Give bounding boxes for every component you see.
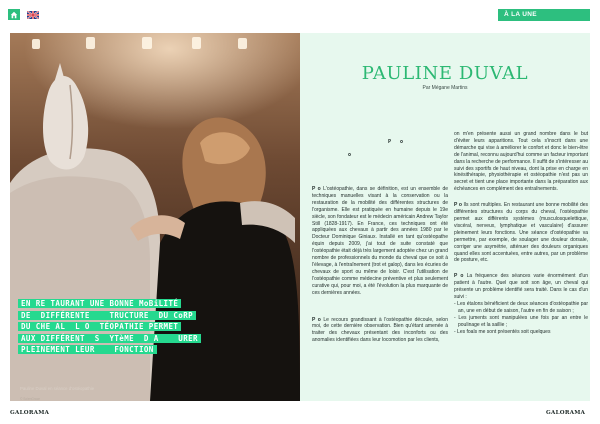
list-item: - Les juments sont manipulées une fois par an entre le poulinage et la saillie ; xyxy=(454,314,588,328)
photo-credit: © SolenGrace xyxy=(20,397,41,401)
paragraph-text: on m'en présente aussi un grand nombre dans le but d'éviter leurs apparitions. Tout cela s'inscrit dans une démarche qui vise à améliorer le confort et donc le bien-être de l'animal, reconnu aujourd'hui comme un facteur important dans la recherche de performance. Il suffit de s'intéresser au suivi des sportifs de haut niveau, dont la prise en charge en kinésithérapie, physiothérapie et ostéopathie n'est pas un secret et tient une place importante dans la préparation aux échéances en complément des entraînements. xyxy=(454,131,588,193)
pull-quote-line: AUX DIFFÉRENT S YTèME D A URER xyxy=(18,334,218,345)
article-byline: Par Mégane Martins xyxy=(422,85,468,91)
article-column-2 xyxy=(454,131,588,335)
top-bar xyxy=(0,0,600,26)
section-marker: o xyxy=(348,152,352,158)
paragraph-text: La fréquence des séances varie énormément d'un patient à l'autre. Quel que soit son âge, un cheval qui présente un problème identifié sera traité. Dans le cas d'un suivi : xyxy=(454,273,588,301)
list-item: - Les étalons bénéficient de deux séances d'ostéopathie par an, une en début de saison, l'autre en fin de saison ; xyxy=(454,300,588,314)
home-icon[interactable] xyxy=(8,9,20,20)
photo-caption: Pauline Duval en séance d'ostéopathie xyxy=(20,386,95,391)
pull-quote xyxy=(18,299,218,357)
paragraph xyxy=(312,317,448,345)
paragraph-lead: P o xyxy=(454,202,462,209)
footer-logo-left: GALORAMA xyxy=(10,410,50,416)
pull-quote-line: PLEINEMENT LEUR FONCTION xyxy=(18,345,218,356)
pull-quote-line: DU CHE AL L O TÉOPATHIE PERMET xyxy=(18,322,218,333)
footer-logo-right: GALORAMA xyxy=(546,410,586,416)
paragraph xyxy=(454,202,588,264)
paragraph xyxy=(454,131,588,193)
paragraph xyxy=(312,186,448,297)
pull-quote-line: EN RE TAURANT UNE BONNE MoBiLITÉ xyxy=(18,299,218,310)
article-title: PAULINE DUVAL xyxy=(361,63,529,84)
section-tab-a-la-une[interactable]: À LA UNE xyxy=(498,9,590,21)
paragraph-lead: P o xyxy=(312,316,321,323)
paragraph-text: L'ostéopathie, dans se définition, est un ensemble de techniques manuelles visant à la conservation ou la restauration de la mobilité des différentes structures de l'organisme. Elle est pratiquée en humaine depuis le 19e siècle, son fondateur est le médecin américain Andrew Taylor Still (1828-1917). En France, ces techniques ont été appliquées aux chevaux à partir des années 1980 par le Docteur Dominique Giniaux. Installé en tant qu'ostéopathe équin depuis 2009, j'ai tout de suite constaté que l'ostéopathie était déjà très largement adoptée chez un grand nombre de professionnels du monde du cheval que ce soit à l'élevage, à l'entraînement (trot et galop), dans les écuries de chevaux de sport ou même de loisir. C'est l'utilisation de l'ostéopathie comme médecine préventive et plus seulement curative qui, pour moi, a été l'évolution la plus marquante de ces dernières années. xyxy=(312,186,449,296)
paragraph xyxy=(454,273,588,301)
paragraph-text: Le recours grandissant à l'ostéopathie découle, selon moi, de cette dernière observation. Bien qu'étant amenée à traiter des chevaux présentant des inconforts ou des anomalies identifiées dans leur locomotion par les clients, xyxy=(312,316,448,344)
frequency-list xyxy=(454,301,588,336)
pull-quote-line: DE DIFFÉRENTE TRUCTURE DU CoRP xyxy=(18,311,218,322)
paragraph-lead: P o xyxy=(454,273,464,280)
uk-flag-icon[interactable] xyxy=(27,11,39,19)
list-item: - Les foals me sont présentés soit quelques xyxy=(454,328,551,335)
section-marker: P o xyxy=(388,139,404,145)
paragraph-lead: P o xyxy=(312,186,321,192)
article-column-1 xyxy=(312,186,448,344)
paragraph-text: Ils sont multiples. En restaurant une bonne mobilité des différentes structures du corps du cheval, l'ostéopathie permet aux différents systèmes (musculosquelettique, viscéral, nerveux, lymphatique et vasculaire) d'assurer pleinement leurs fonctions. Une séance d'ostéopathie va permettre, par exemple, de soulager une douleur dorsale, corriger une asymétrie, atténuer des douleurs organiques quand elles sont accentuées, entre autres, par un problème de posture, etc. xyxy=(454,202,588,264)
